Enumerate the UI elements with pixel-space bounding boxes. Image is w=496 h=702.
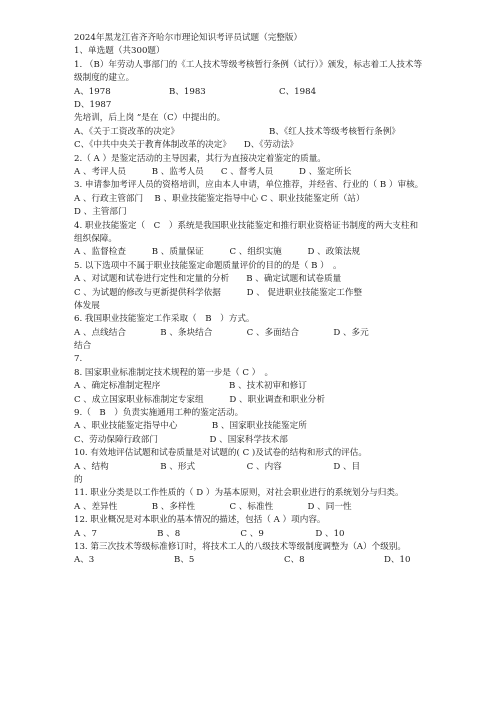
question-list — [74, 59, 424, 568]
text-line: C、劳动保障行政部门 D 、国家科学技术部 — [74, 434, 288, 445]
text-line: A 、结构 B 、形式 C 、内容 D 、目 — [74, 461, 361, 472]
option-item: B、1983 — [169, 86, 206, 97]
section-heading: 1、单选题（共300题） — [74, 46, 165, 57]
text-line: 12. 职业概况是对本职业的基本情况的描述，包括（ A ）项内容。 — [74, 515, 326, 526]
option-item: A、3 — [74, 555, 95, 566]
option-row — [74, 126, 424, 139]
text-line: 2.（ A ）是鉴定活动的主导因素，其行为直接决定着鉴定的质量。 — [74, 153, 326, 164]
option-item: C、1984 — [279, 86, 317, 97]
text-line: A 、考评人员 B 、监考人员 C 、督考人员 D 、鉴定所长 — [74, 166, 352, 177]
text-line: C 、成立国家职业标准制定专家组 D 、职业调查和职业分析 — [74, 394, 325, 405]
option-item: C、8 — [284, 555, 305, 566]
text-line: A 、对试题和试卷进行定性和定量的分析 B 、确定试题和试卷质量 — [74, 274, 342, 285]
question-text: 11. 职业分类是以工作性质的（ D ）为基本原则，对社会职业进行的系统划分与归类。 — [74, 488, 404, 499]
text-line: 9.（ B ）负责实施通用工种的鉴定活动。 — [74, 408, 244, 419]
option-row — [74, 554, 424, 567]
text-line: 6. 我国职业技能鉴定工作采取（ B ）方式。 — [74, 314, 255, 325]
text-line: D 、主管部门 — [74, 207, 127, 218]
text-line: 先培训，后上岗 ”是在（C）中提出的。 — [74, 113, 226, 124]
document-title: 2024年黑龙江省齐齐哈尔市理论知识考评员试题（完整版） — [74, 33, 303, 43]
text-line: 的 — [74, 474, 83, 485]
option-row — [74, 86, 424, 99]
text-line: 7. — [74, 354, 83, 365]
question-text: 3. 申请参加考评人员的资格培训，应由本人申请，单位推荐，并经省、行业的（ B ）审核。 — [74, 180, 424, 191]
text-line: A 、差异性 B 、多样性 C 、标准性 D 、同一性 — [74, 501, 352, 512]
text-line: 体发展 — [74, 300, 100, 311]
text-line: D、1987 — [74, 99, 112, 110]
text-line: A 、职业技能鉴定指导中心 B 、国家职业技能鉴定所 — [74, 421, 307, 432]
question-text: 4. 职业技能鉴定（ C ）系统是我国职业技能鉴定和推行职业资格证书制度的两大支柱和组织保障。 — [74, 220, 419, 244]
option-item: A、《关于工资改革的决定》 — [74, 126, 180, 137]
text-line: A 、行政主管部门 B 、职业技能鉴定指导中心 C 、职业技能鉴定所（站） — [74, 193, 365, 204]
text-line: 8. 国家职业标准制定技术规程的第一步是（ C ） 。 — [74, 367, 274, 378]
text-line: A 、确定标准制定程序 B 、技术初审和修订 — [74, 381, 307, 392]
text-line: 结合 — [74, 341, 92, 352]
option-item: A、1978 — [74, 86, 111, 97]
text-line: A 、点线结合 B 、条块结合 C 、多面结合 D 、多元 — [74, 327, 369, 338]
text-line: A 、7 B 、8 C 、9 D 、10 — [74, 528, 345, 539]
document-body — [74, 32, 424, 568]
text-line: 10. 有效地评估试题和试卷质量是对试题的( C )及试卷的结构和形式的评估。 — [74, 448, 367, 459]
text-line: A 、监督检查 B 、质量保证 C 、组织实施 D 、政策法规 — [74, 247, 361, 258]
text-line: C 、为试题的修改与更新提供科学依据 D 、 促进职业技能鉴定工作整 — [74, 287, 363, 298]
question-text: 13. 第三次技术等级标准修订时，将技术工人的八级技术等级制度调整为（A）个级别。 — [74, 541, 406, 552]
question-text: 1. （B）年劳动人事部门的《工人技术等级考核暂行条例（试行）》颁发，标志着工人技术等级制度的建立。 — [74, 59, 423, 84]
text-line: C、《中共中央关于教育体制改革的决定》 D、《劳动法》 — [74, 140, 299, 151]
option-item: B、《红人技术等级考核暂行条例》 — [269, 126, 400, 137]
option-item: B、5 — [174, 555, 195, 566]
text-line: 5. 以下选项中不属于职业技能鉴定命题质量评价的目的的是（ B ） 。 — [74, 260, 342, 271]
option-item: D、10 — [384, 555, 411, 566]
